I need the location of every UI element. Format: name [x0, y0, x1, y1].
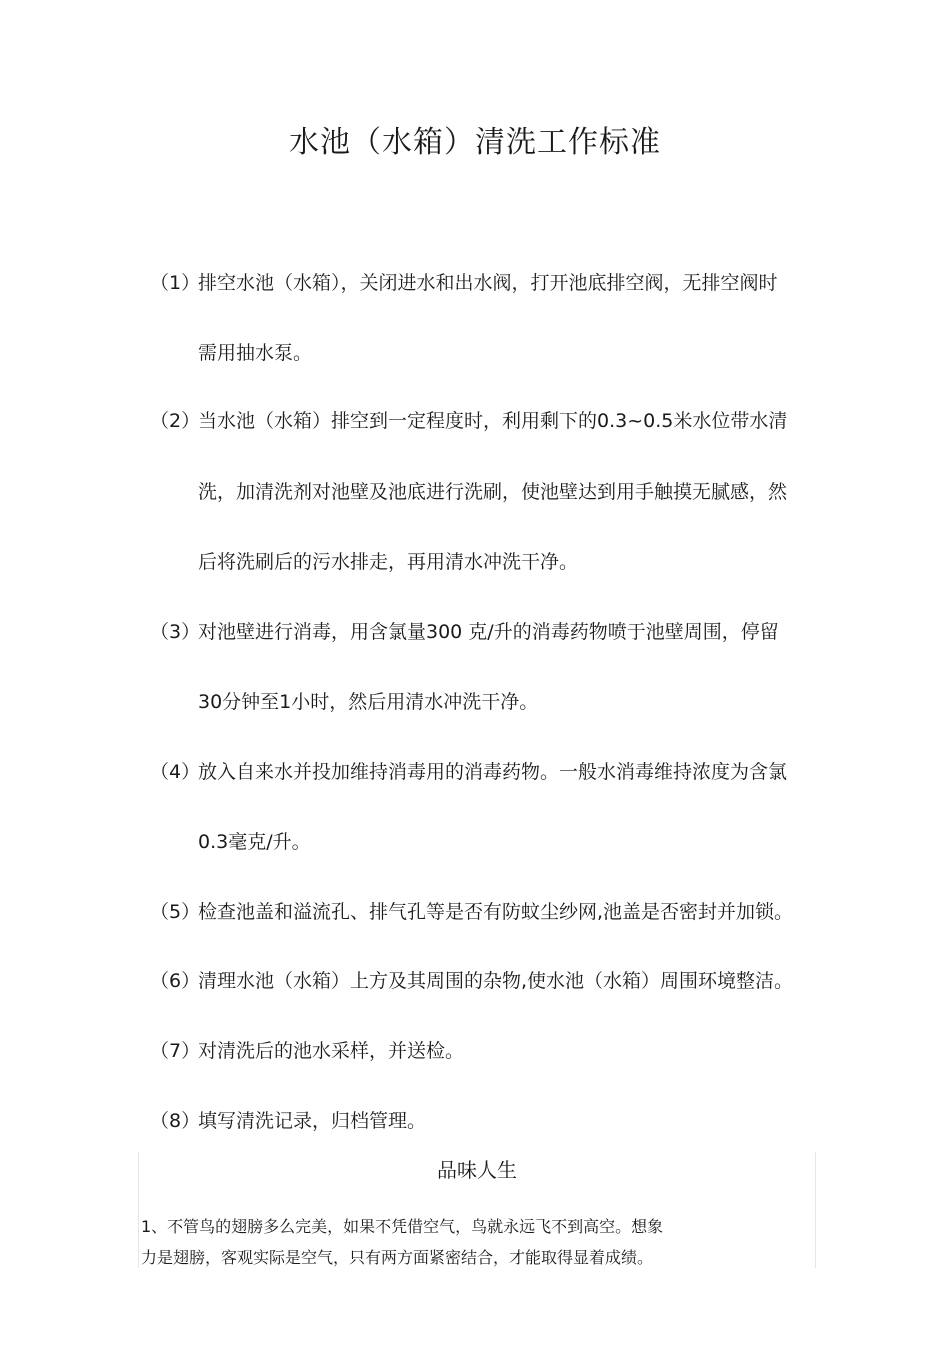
footer-box — [138, 1152, 816, 1268]
step-3-line-1: 对池壁进行消毒，用含氯量300 克/升的消毒药物喷于池壁周围，停留 — [198, 621, 779, 643]
step-2-line-2: 洗，加清洗剂对池壁及池底进行洗刷，使池壁达到用手触摸无腻感，然 — [198, 481, 788, 503]
step-number-1: （1） — [150, 272, 201, 294]
step-number-6: （6） — [150, 970, 201, 992]
step-number-3: （3） — [150, 621, 201, 643]
step-8-line-1: 填写清洗记录，归档管理。 — [198, 1110, 427, 1132]
step-6-line-1: 清理水池（水箱）上方及其周围的杂物,使水池（水箱）周围环境整洁。 — [198, 970, 794, 992]
step-1-line-2: 需用抽水泵。 — [198, 342, 313, 364]
step-2-line-1: 当水池（水箱）排空到一定程度时，利用剩下的0.3~0.5米水位带水清 — [198, 410, 788, 432]
step-7-line-1: 对清洗后的池水采样，并送检。 — [198, 1040, 465, 1062]
step-number-7: （7） — [150, 1040, 201, 1062]
step-number-5: （5） — [150, 901, 201, 923]
footer-line-2: 力是翅膀，客观实际是空气，只有两方面紧密结合，才能取得显着成绩。 — [141, 1248, 654, 1267]
step-4-line-2: 0.3毫克/升。 — [198, 831, 311, 853]
step-3-line-2: 30分钟至1小时，然后用清水冲洗干净。 — [198, 691, 539, 713]
footer-line-1: 1、不管鸟的翅膀多么完美，如果不凭借空气，鸟就永远飞不到高空。想象 — [141, 1217, 664, 1236]
step-number-8: （8） — [150, 1110, 201, 1132]
step-number-4: （4） — [150, 761, 201, 783]
step-5-line-1: 检查池盖和溢流孔、排气孔等是否有防蚊尘纱网,池盖是否密封并加锁。 — [198, 901, 794, 923]
footer-title: 品味人生 — [437, 1158, 517, 1182]
step-number-2: （2） — [150, 410, 201, 432]
step-2-line-3: 后将洗刷后的污水排走，再用清水冲洗干净。 — [198, 551, 579, 573]
step-1-line-1: 排空水池（水箱），关闭进水和出水阀，打开池底排空阀，无排空阀时 — [198, 272, 778, 294]
page-title: 水池（水箱）清洗工作标准 — [289, 125, 661, 160]
step-4-line-1: 放入自来水并投加维持消毒用的消毒药物。一般水消毒维持浓度为含氯 — [198, 761, 788, 783]
